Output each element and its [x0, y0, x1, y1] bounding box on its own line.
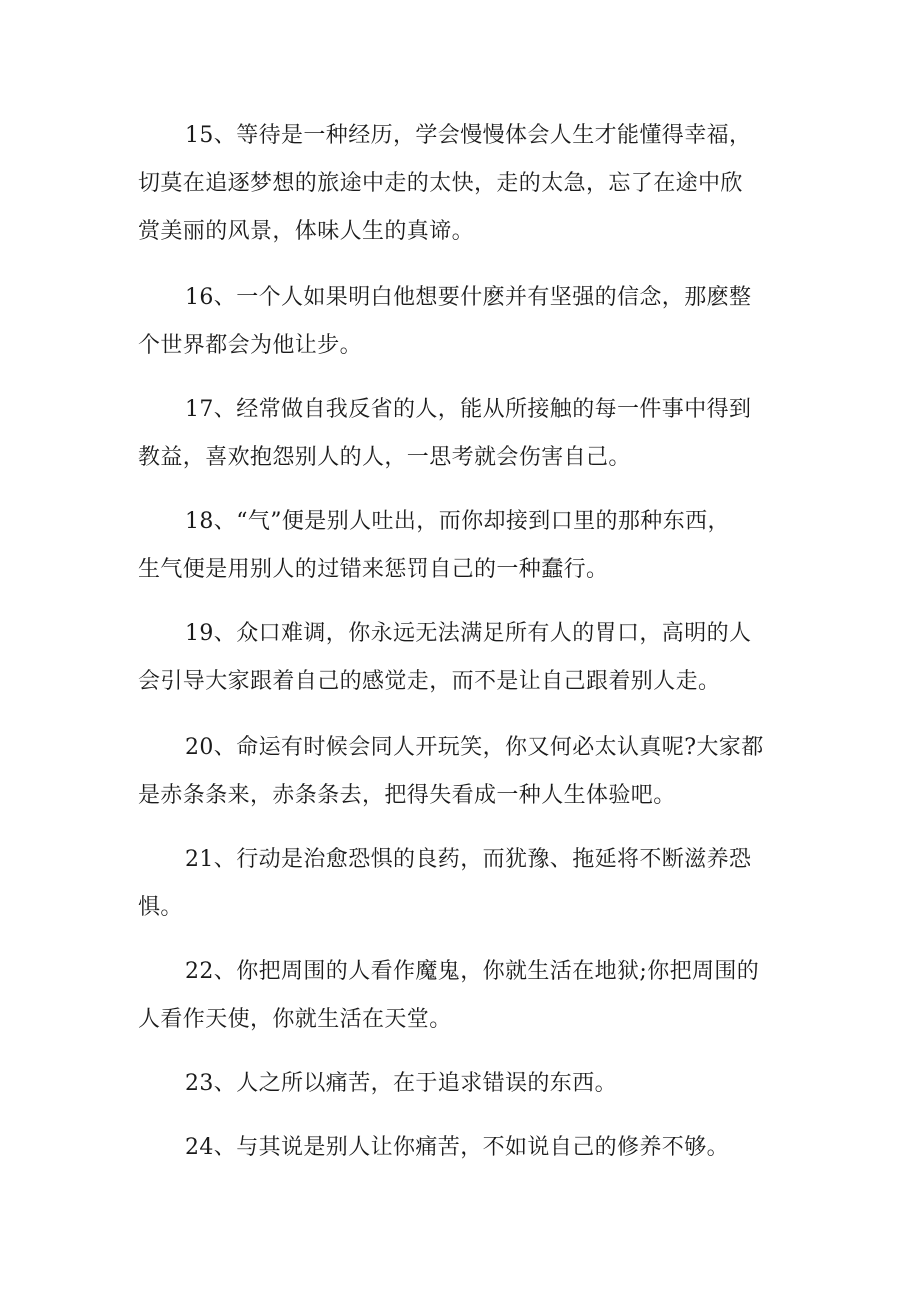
paragraph-line: 18、“气”便是别人吐出，而你却接到口里的那种东西， [185, 509, 730, 534]
paragraph-line: 是赤条条来，赤条条去，把得失看成一种人生体验吧。 [138, 783, 676, 808]
paragraph-line: 22、你把周围的人看作魔鬼，你就生活在地狱;你把周围的 [185, 959, 760, 984]
paragraph-line: 19、众口难调，你永远无法满足所有人的胃口，高明的人 [185, 621, 752, 646]
paragraph-line: 23、人之所以痛苦，在于追求错误的东西。 [185, 1071, 617, 1096]
paragraph-line: 切莫在追逐梦想的旅途中走的太快，走的太急，忘了在途中欣 [138, 171, 743, 196]
paragraph-line: 21、行动是治愈恐惧的良药，而犹豫、拖延将不断滋养恐 [185, 847, 752, 872]
paragraph-line: 惧。 [138, 895, 183, 920]
paragraph-line: 24、与其说是别人让你痛苦，不如说自己的修养不够。 [185, 1135, 729, 1160]
paragraph-line: 人看作天使，你就生活在天堂。 [138, 1007, 452, 1032]
paragraph-line: 赏美丽的风景，体味人生的真谛。 [138, 219, 475, 244]
paragraph-line: 17、经常做自我反省的人，能从所接触的每一件事中得到 [185, 397, 752, 422]
paragraph-line: 20、命运有时候会同人开玩笑，你又何必太认真呢?大家都 [185, 735, 764, 760]
paragraph-line: 16、一个人如果明白他想要什麽并有坚强的信念，那麽整 [185, 285, 752, 310]
paragraph-line: 会引导大家跟着自己的感觉走，而不是让自己跟着别人走。 [138, 669, 721, 694]
paragraph-line: 15、等待是一种经历，学会慢慢体会人生才能懂得幸福， [185, 123, 752, 148]
paragraph-line: 生气便是用别人的过错来惩罚自己的一种蠢行。 [138, 557, 609, 582]
paragraph-line: 个世界都会为他让步。 [138, 333, 363, 358]
paragraph-line: 教益，喜欢抱怨别人的人，一思考就会伤害自己。 [138, 445, 631, 470]
